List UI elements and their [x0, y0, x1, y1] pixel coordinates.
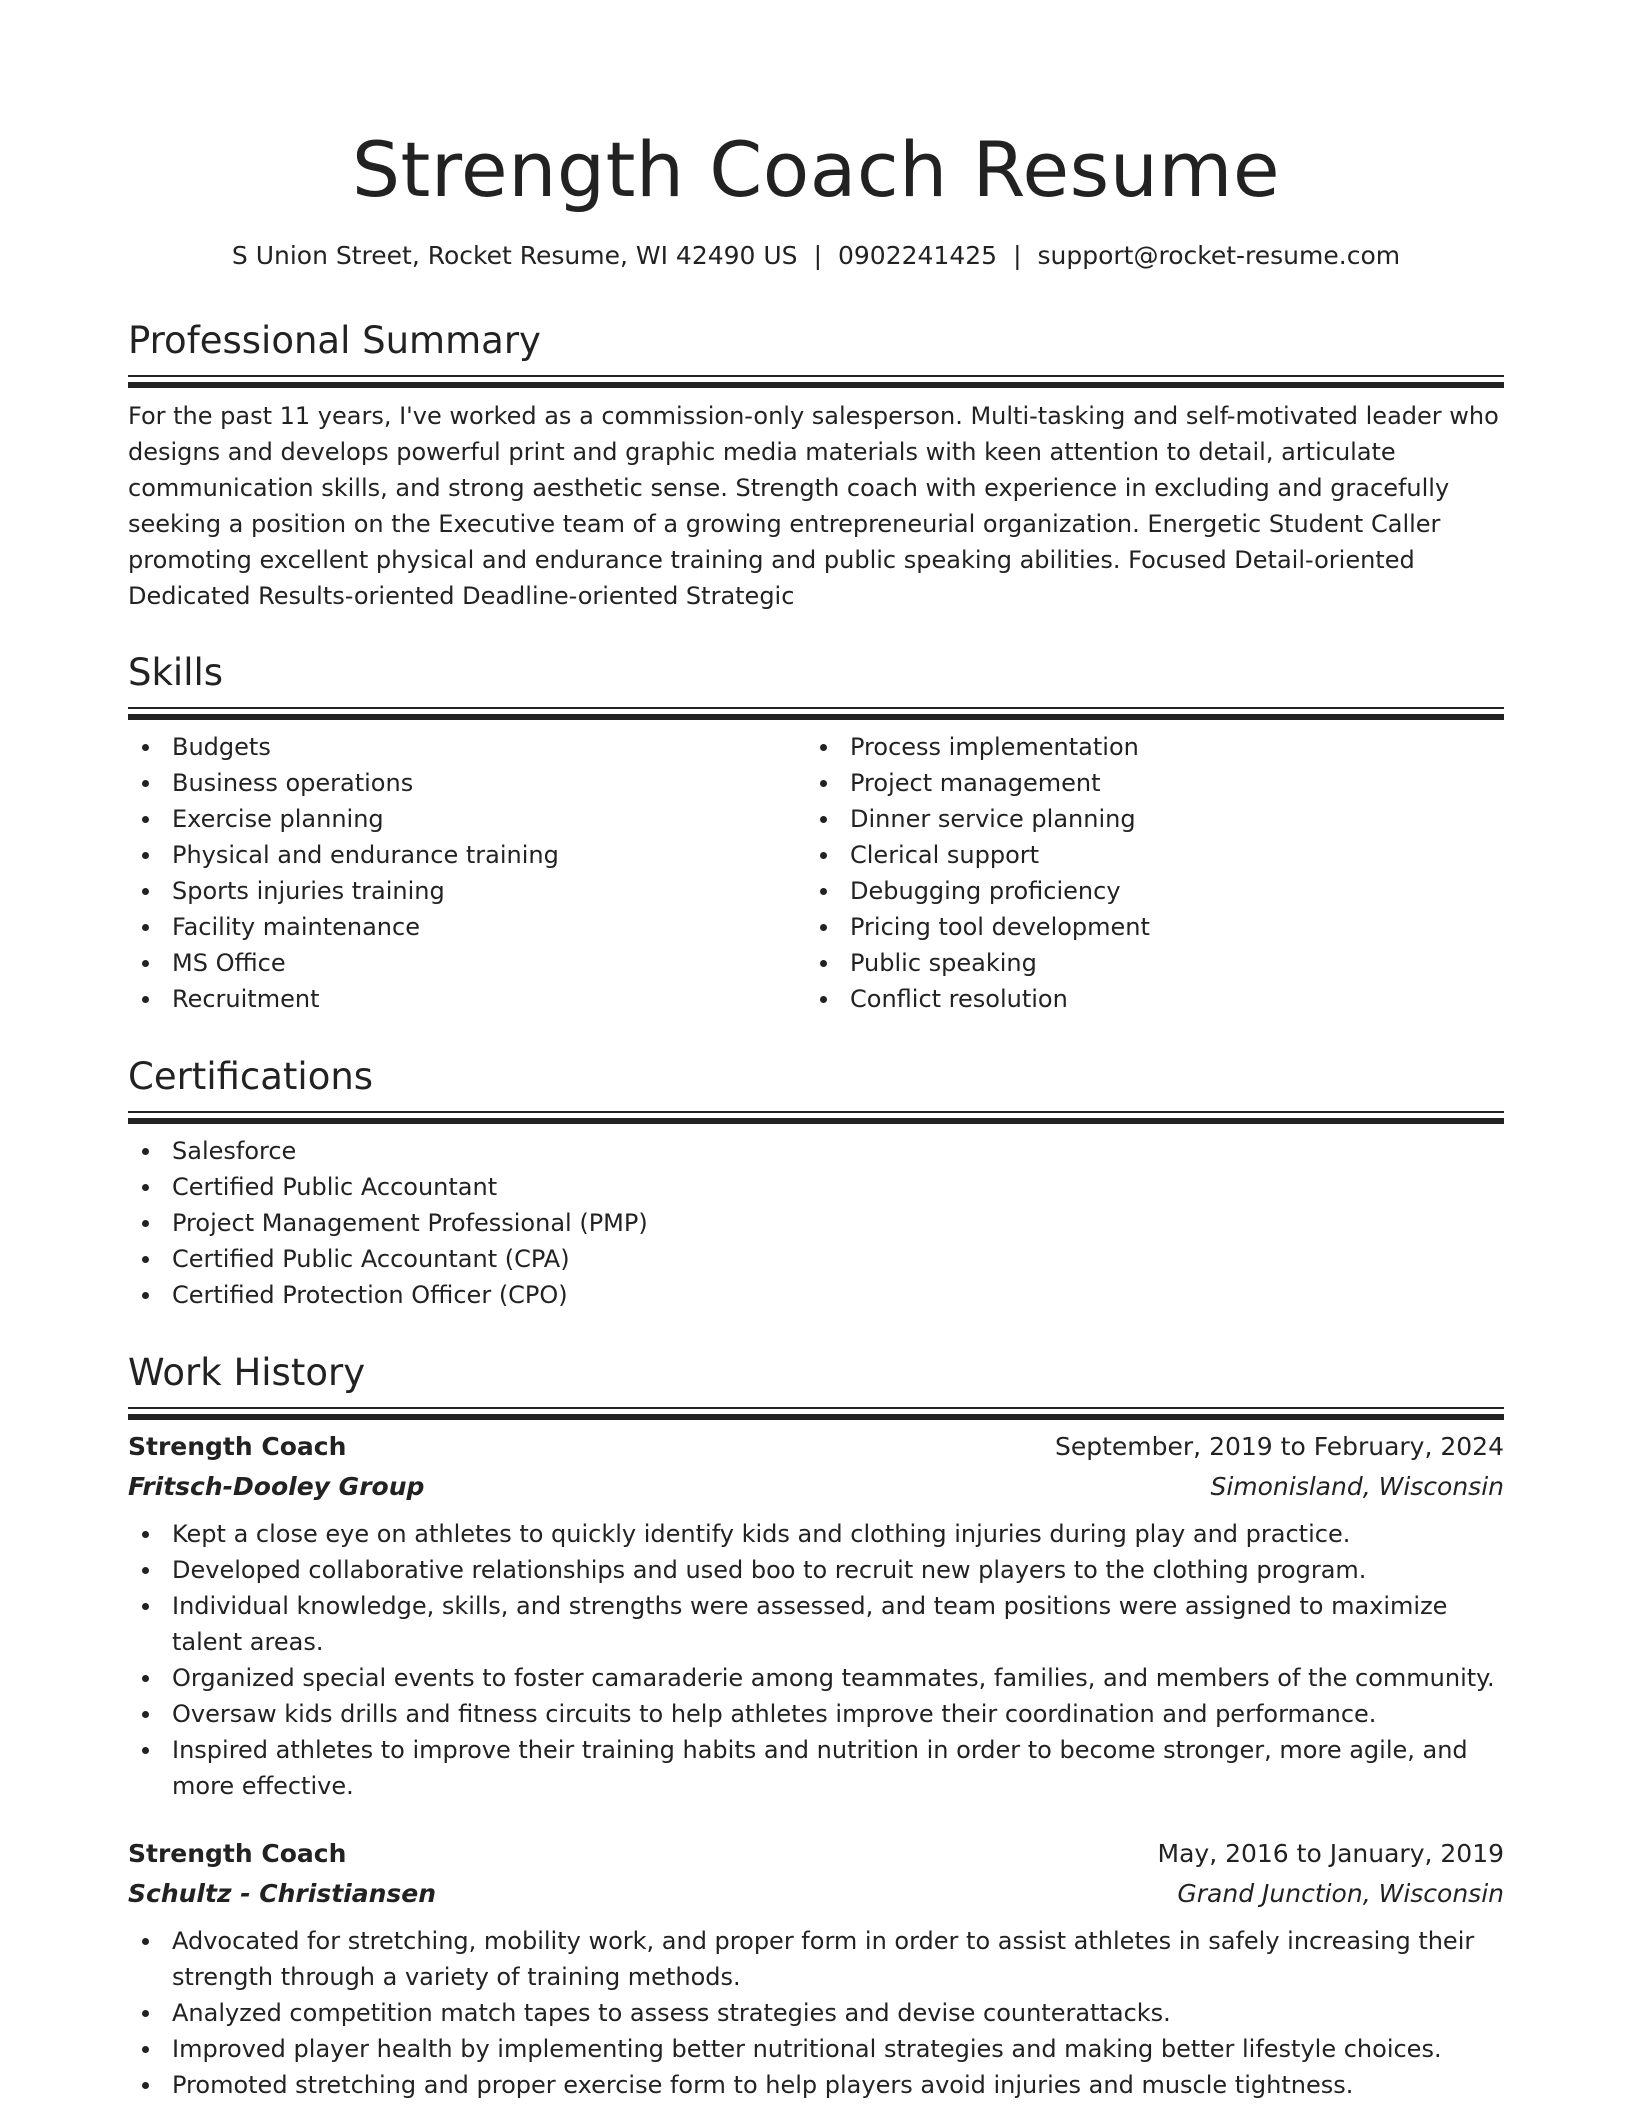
job-dates: September, 2019 to February, 2024 — [1055, 1432, 1504, 1461]
list-item: Exercise planning — [172, 801, 806, 837]
list-item: Oversaw kids drills and fitness circuits to help athletes improve their coordination and performance. — [172, 1696, 1504, 1732]
work-heading: Work History — [128, 1351, 366, 1394]
job-entry — [128, 1427, 1504, 1804]
list-item: Project Management Professional (PMP) — [172, 1205, 1504, 1241]
list-item: Certified Protection Officer (CPO) — [172, 1277, 1504, 1313]
list-item: Physical and endurance training — [172, 837, 806, 873]
list-item: Individual knowledge, skills, and strengths were assessed, and team positions were assigned to maximize talent areas. — [172, 1588, 1504, 1660]
section-rule — [128, 1407, 1504, 1423]
section-rule — [128, 375, 1504, 391]
job-title: Strength Coach — [128, 1839, 347, 1868]
page-title: Strength Coach Resume — [351, 125, 1281, 214]
list-item: Debugging proficiency — [850, 873, 1484, 909]
job-subheader — [128, 1467, 1504, 1507]
list-item: Promoted stretching and proper exercise form to help players avoid injuries and muscle tightness. — [172, 2067, 1504, 2103]
list-item: Salesforce — [172, 1133, 1504, 1169]
job-location: Grand Junction, Wisconsin — [1177, 1879, 1504, 1908]
job-bullets — [128, 1516, 1504, 1804]
list-item: Recruitment — [172, 981, 806, 1017]
list-item: Inspired athletes to improve their training habits and nutrition in order to become stronger, more agile, and more effective. — [172, 1732, 1504, 1804]
summary-heading: Professional Summary — [128, 319, 541, 362]
job-location: Simonisland, Wisconsin — [1210, 1472, 1504, 1501]
certifications-heading: Certifications — [128, 1055, 374, 1098]
contact-address: S Union Street, Rocket Resume, WI 42490 US — [231, 241, 798, 270]
certifications-list — [128, 1133, 1504, 1313]
section-rule — [128, 1111, 1504, 1127]
summary-section — [128, 316, 1504, 614]
work-section — [128, 1348, 1504, 2103]
company-name: Schultz - Christiansen — [128, 1879, 437, 1908]
list-item: Advocated for stretching, mobility work, and proper form in order to assist athletes in safely increasing their strength through a variety of training methods. — [172, 1923, 1504, 1995]
contact-separator: | — [1013, 241, 1022, 270]
contact-email: support@rocket-resume.com — [1037, 241, 1401, 270]
contact-separator: | — [813, 241, 822, 270]
list-item: Improved player health by implementing better nutritional strategies and making better lifestyle choices. — [172, 2031, 1504, 2067]
list-item: Project management — [850, 765, 1484, 801]
job-title: Strength Coach — [128, 1432, 347, 1461]
certifications-section — [128, 1052, 1504, 1313]
list-item: Kept a close eye on athletes to quickly identify kids and clothing injuries during play and practice. — [172, 1516, 1504, 1552]
job-entry — [128, 1834, 1504, 2103]
list-item: Certified Public Accountant — [172, 1169, 1504, 1205]
summary-text: For the past 11 years, I've worked as a commission-only salesperson. Multi-tasking and self-motivated leader who designs and develops powerful print and graphic media materials with keen attention to detail, articulate communication skills, and strong aesthetic sense. Strength coach with experience in excluding and gracefully seeking a position on the Executive team of a growing entrepreneurial organization. Energetic Student Caller promoting excellent physical and endurance training and public speaking abilities. Focused Detail-oriented Dedicated Results-oriented Deadline-oriented Strategic — [128, 402, 1499, 610]
skills-columns — [128, 729, 1504, 1017]
list-item: Budgets — [172, 729, 806, 765]
list-item: Dinner service planning — [850, 801, 1484, 837]
list-item: Pricing tool development — [850, 909, 1484, 945]
skills-section — [128, 648, 1504, 1017]
skills-column-left — [128, 729, 806, 1017]
job-dates: May, 2016 to January, 2019 — [1157, 1839, 1504, 1868]
skills-heading: Skills — [128, 651, 224, 694]
list-item: Analyzed competition match tapes to assess strategies and devise counterattacks. — [172, 1995, 1504, 2031]
list-item: MS Office — [172, 945, 806, 981]
job-header — [128, 1834, 1504, 1874]
list-item: Organized special events to foster camaraderie among teammates, families, and members of the community. — [172, 1660, 1504, 1696]
job-bullets — [128, 1923, 1504, 2103]
contact-line — [128, 238, 1504, 274]
list-item: Business operations — [172, 765, 806, 801]
list-item: Clerical support — [850, 837, 1484, 873]
list-item: Certified Public Accountant (CPA) — [172, 1241, 1504, 1277]
list-item: Facility maintenance — [172, 909, 806, 945]
company-name: Fritsch-Dooley Group — [128, 1472, 425, 1501]
section-rule — [128, 707, 1504, 723]
list-item: Public speaking — [850, 945, 1484, 981]
job-header — [128, 1427, 1504, 1467]
list-item: Developed collaborative relationships and used boo to recruit new players to the clothing program. — [172, 1552, 1504, 1588]
list-item: Process implementation — [850, 729, 1484, 765]
skills-column-right — [806, 729, 1484, 1017]
list-item: Conflict resolution — [850, 981, 1484, 1017]
contact-phone: 0902241425 — [838, 241, 998, 270]
list-item: Sports injuries training — [172, 873, 806, 909]
job-subheader — [128, 1874, 1504, 1914]
